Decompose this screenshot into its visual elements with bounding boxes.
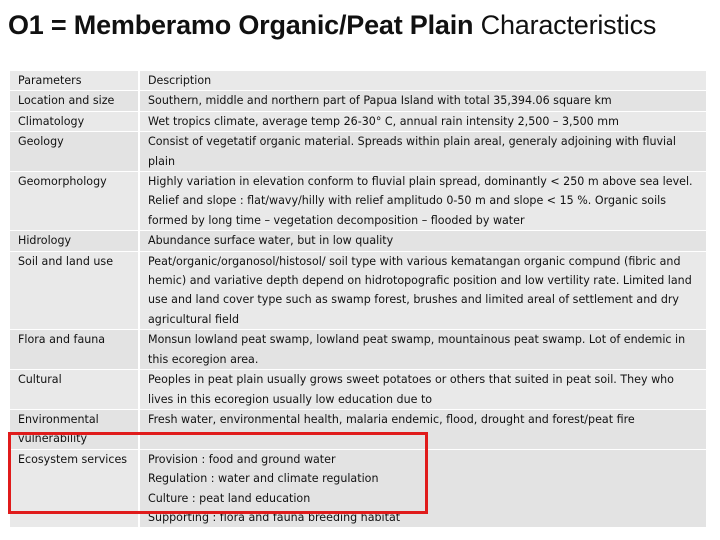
- row-description: Abundance surface water, but in low quality: [138, 231, 706, 250]
- row-description: Consist of vegetatif organic material. Spreads within plain areal, generaly adjoining with fluvial plain: [138, 132, 706, 171]
- row-parameter: Hidrology: [18, 234, 72, 248]
- row-parameter: Flora and fauna: [18, 333, 106, 347]
- title-normal: Characteristics: [480, 10, 657, 40]
- header-parameters: Parameters: [18, 74, 82, 87]
- ecosystem-description: [138, 450, 706, 528]
- title-bold: O1 = Memberamo Organic/Peat Plain: [8, 10, 474, 40]
- table-row: [10, 410, 706, 450]
- row-parameter: Geomorphology: [18, 175, 107, 189]
- table-row: [10, 132, 706, 172]
- row-description: Monsun lowland peat swamp, lowland peat swamp, mountainous peat swamp. Lot of endemic in this ecoregion area.: [138, 330, 706, 369]
- ecosystem-culture: Culture : peat land education: [148, 491, 311, 505]
- page-title: [8, 10, 720, 41]
- table-header-row: [10, 71, 706, 91]
- ecosystem-parameter: Ecosystem services: [10, 450, 138, 528]
- table-row-ecosystem: [10, 450, 706, 529]
- table-row: [10, 252, 706, 331]
- table-row: [10, 91, 706, 111]
- row-description: Wet tropics climate, average temp 26-30° C, annual rain intensity 2,500 – 3,500 mm: [138, 112, 706, 131]
- table-row: [10, 370, 706, 410]
- ecosystem-supporting: Supporting : flora and fauna breeding habitat: [148, 510, 401, 524]
- row-parameter: Geology: [18, 135, 64, 149]
- table-row: [10, 112, 706, 132]
- row-description: Highly variation in elevation conform to fluvial plain spread, dominantly < 250 m above sea level. Relief and slope : flat/wavy/hilly with relief amplitudo 0-50 m and slope < 15 %. Organic soils formed by long time – vegetation decomposition – flooded by water: [138, 172, 706, 230]
- row-parameter: Climatology: [18, 114, 85, 128]
- characteristics-table: [10, 71, 706, 528]
- row-description: Peat/organic/organosol/histosol/ soil type with various kematangan organic compund (fibric and hemic) and variative depth depend on hidrotopografic position and low vertility rate. Limited land use and land cover type such as swamp forest, brushes and limited areal of settlement and dry agricultural field: [138, 252, 706, 330]
- row-description: Fresh water, environmental health, malaria endemic, flood, drought and forest/peat fire: [138, 410, 706, 449]
- table-row: [10, 231, 706, 251]
- ecosystem-regulation: Regulation : water and climate regulation: [148, 472, 379, 486]
- row-description: Peoples in peat plain usually grows sweet potatoes or others that suited in peat soil. They who lives in this ecoregion usually low education due to: [138, 370, 706, 409]
- row-parameter: Location and size: [18, 94, 115, 108]
- header-description: Description: [138, 71, 706, 90]
- table-row: [10, 330, 706, 370]
- row-parameter: Cultural: [18, 373, 62, 387]
- row-parameter: Soil and land use: [18, 254, 114, 268]
- ecosystem-provision: Provision : food and ground water: [148, 452, 336, 466]
- table-row: [10, 172, 706, 231]
- row-parameter: Environmental vulnerability: [18, 412, 99, 446]
- row-description: Southern, middle and northern part of Papua Island with total 35,394.06 square km: [138, 91, 706, 110]
